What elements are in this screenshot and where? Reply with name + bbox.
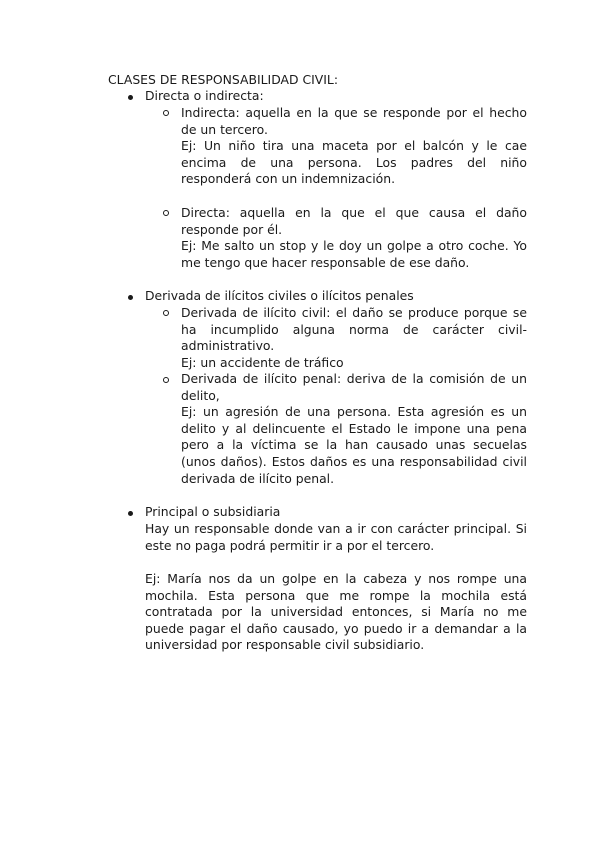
paragraph-principal: Hay un responsable donde van a ir con carácter principal. Si este no paga podrá permitir ir a por el tercero. xyxy=(145,521,527,553)
paragraph-example-maria: Ej: María nos da un golpe en la cabeza y nos rompe una mochila. Esta persona que me rompe la mochila está contratada por la universidad entonces, si María no me puede pagar el daño causado, yo puedo ir a demandar a la universidad por responsable civil subsidiario. xyxy=(145,571,527,653)
circle-bullet-icon xyxy=(163,310,169,316)
document-title: CLASES DE RESPONSABILIDAD CIVIL: xyxy=(108,72,338,87)
item-directa-example: Ej: Me salto un stop y le doy un golpe a otro coche. Yo me tengo que hacer responsable de ese daño. xyxy=(181,238,527,270)
item-indirecta-text: Indirecta: aquella en la que se responde por el hecho de un tercero. xyxy=(181,105,527,137)
section-heading-directa-indirecta: Directa o indirecta: xyxy=(145,88,264,103)
item-indirecta xyxy=(181,105,527,188)
section-heading-principal-subsidiaria: Principal o subsidiaria xyxy=(145,504,281,519)
bullet-icon xyxy=(128,95,133,100)
item-ilicito-penal-text: Derivada de ilícito penal: deriva de la comisión de un delito, xyxy=(181,371,527,403)
item-indirecta-example: Ej: Un niño tira una maceta por el balcón y le cae encima de una persona. Los padres del niño responderá con un indemnización. xyxy=(181,138,527,187)
circle-bullet-icon xyxy=(163,210,169,216)
circle-bullet-icon xyxy=(163,377,169,383)
item-directa xyxy=(181,205,527,271)
item-ilicito-civil xyxy=(181,305,527,371)
item-directa-text: Directa: aquella en la que el que causa el daño responde por él. xyxy=(181,205,527,237)
item-ilicito-civil-example: Ej: un accidente de tráfico xyxy=(181,354,344,370)
item-ilicito-penal xyxy=(181,371,527,487)
bullet-icon xyxy=(128,511,133,516)
section-heading-ilicitos: Derivada de ilícitos civiles o ilícitos penales xyxy=(145,288,414,303)
circle-bullet-icon xyxy=(163,110,169,116)
item-ilicito-penal-example: Ej: un agresión de una persona. Esta agresión es un delito y al delincuente el Estado le impone una pena pero a la víctima se la han causado unas secuelas (unos daños). Estos daños es una responsabilidad civil derivada de ilícito penal. xyxy=(181,404,527,486)
bullet-icon xyxy=(128,295,133,300)
item-ilicito-civil-text: Derivada de ilícito civil: el daño se produce porque se ha incumplido alguna norma de carácter civil-administrativo. xyxy=(181,305,527,354)
